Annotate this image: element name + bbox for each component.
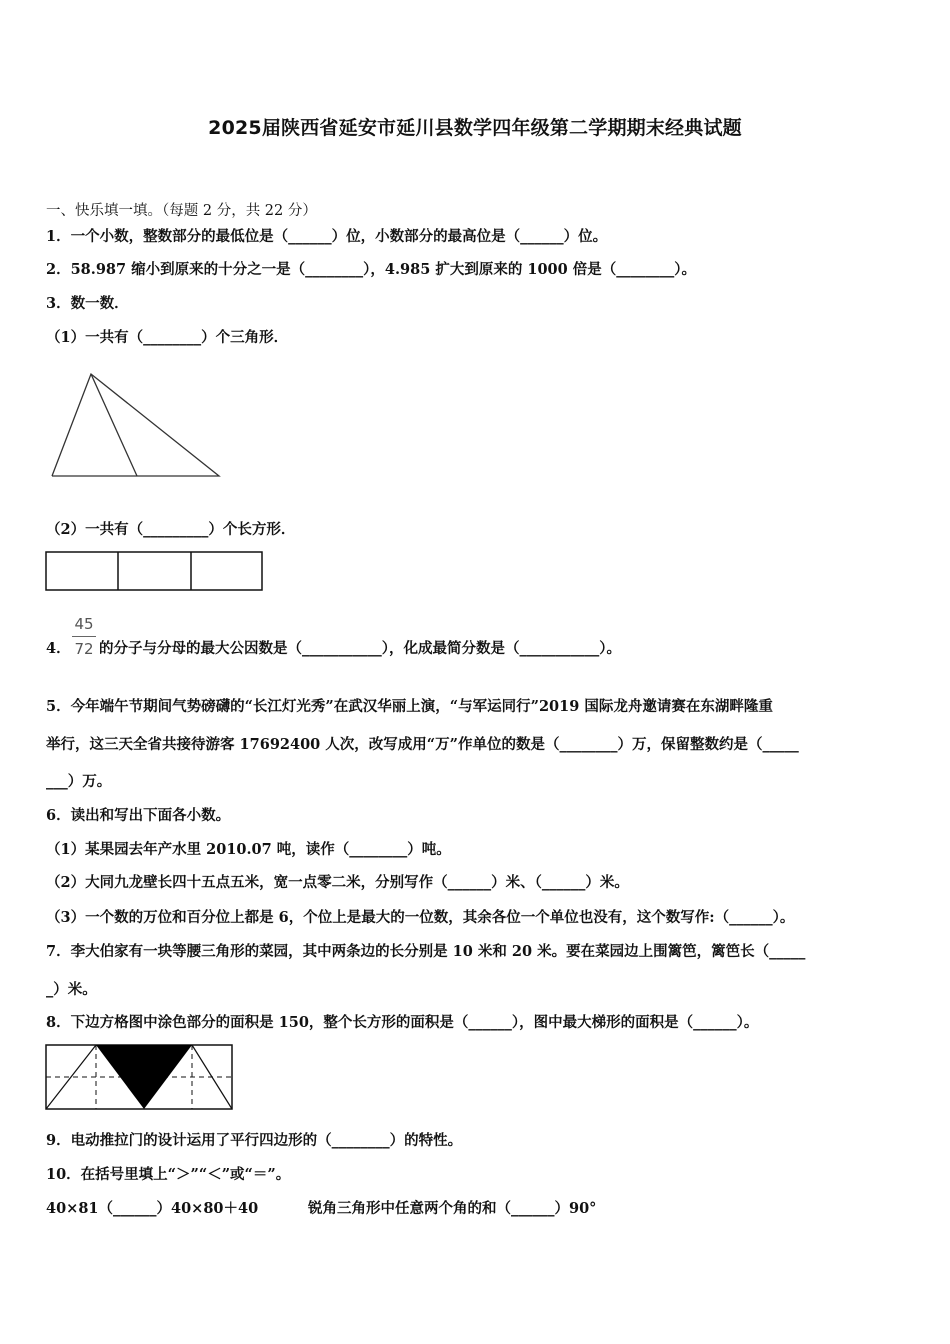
- question-3-part-1: （1）一共有（________）个三角形．: [46, 329, 289, 346]
- question-1: 1．一个小数，整数部分的最低位是（______）位，小数部分的最高位是（______）位。: [46, 228, 608, 245]
- question-10-item-b: 锐角三角形中任意两个角的和（______）90°: [308, 1200, 597, 1217]
- trapezoid-grid-figure: [45, 1044, 235, 1112]
- triangle-figure: [46, 368, 226, 483]
- question-10: 10．在括号里填上“＞”“＜”或“＝”。: [46, 1166, 291, 1183]
- question-4-number: 4．: [46, 640, 71, 657]
- question-5-line-3: ___）万。: [46, 773, 112, 790]
- question-9: 9．电动推拉门的设计运用了平行四边形的（________）的特性。: [46, 1132, 463, 1149]
- question-6: 6．读出和写出下面各小数。: [46, 807, 231, 824]
- question-10-item-a: 40×81（______）40×80＋40: [46, 1200, 259, 1217]
- section-heading: 一、快乐填一填。（每题 2 分，共 22 分）: [46, 203, 317, 219]
- fraction-denominator: 72: [74, 640, 94, 658]
- question-7-line-2: _）米。: [46, 981, 97, 998]
- question-2: 2．58.987 缩小到原来的十分之一是（________），4.985 扩大到原来的 1000 倍是（________）。: [46, 261, 697, 278]
- question-6-part-2: （2）大同九龙壁长四十五点五米，宽一点零二米，分别写作（______）米、（______）米。: [46, 874, 629, 891]
- question-3-part-2: （2）一共有（_________）个长方形．: [46, 521, 296, 538]
- left-slant-line: [46, 1045, 96, 1109]
- triangle-outline: [52, 374, 219, 476]
- question-3: 3．数一数．: [46, 295, 129, 312]
- rectangles-outline: [46, 552, 262, 590]
- fraction-45-72: [72, 614, 96, 659]
- fraction-numerator: 45: [74, 615, 94, 633]
- question-7-line-1: 7．李大伯家有一块等腰三角形的菜园，其中两条边的长分别是 10 米和 20 米。要在菜园边上围篱笆，篱笆长（_____: [46, 943, 806, 960]
- fraction-bar: [72, 636, 96, 637]
- question-4-text: 的分子与分母的最大公因数是（___________），化成最简分数是（___________）。: [99, 640, 621, 657]
- page-title: 2025届陕西省延安市延川县数学四年级第二学期期末经典试题: [208, 117, 742, 139]
- question-6-part-1: （1）某果园去年产水里 2010.07 吨，读作（________）吨。: [46, 841, 451, 858]
- rectangles-figure: [45, 551, 265, 593]
- question-6-part-3: （3）一个数的万位和百分位上都是 6，个位上是最大的一位数，其余各位一个单位也没有，这个数写作:（______）。: [46, 909, 795, 926]
- question-8: 8．下边方格图中涂色部分的面积是 150，整个长方形的面积是（______），图中最大梯形的面积是（______）。: [46, 1014, 759, 1031]
- triangle-inner-line: [91, 374, 137, 476]
- question-5-line-2: 举行，这三天全省共接待游客 17692400 人次，改写成用“万”作单位的数是（________）万，保留整数约是（_____: [46, 736, 799, 753]
- question-5-line-1: 5．今年端午节期间气势磅礴的“长江灯光秀”在武汉华丽上演，“与军运同行”2019 国际龙舟邀请赛在东湖畔隆重: [46, 698, 773, 715]
